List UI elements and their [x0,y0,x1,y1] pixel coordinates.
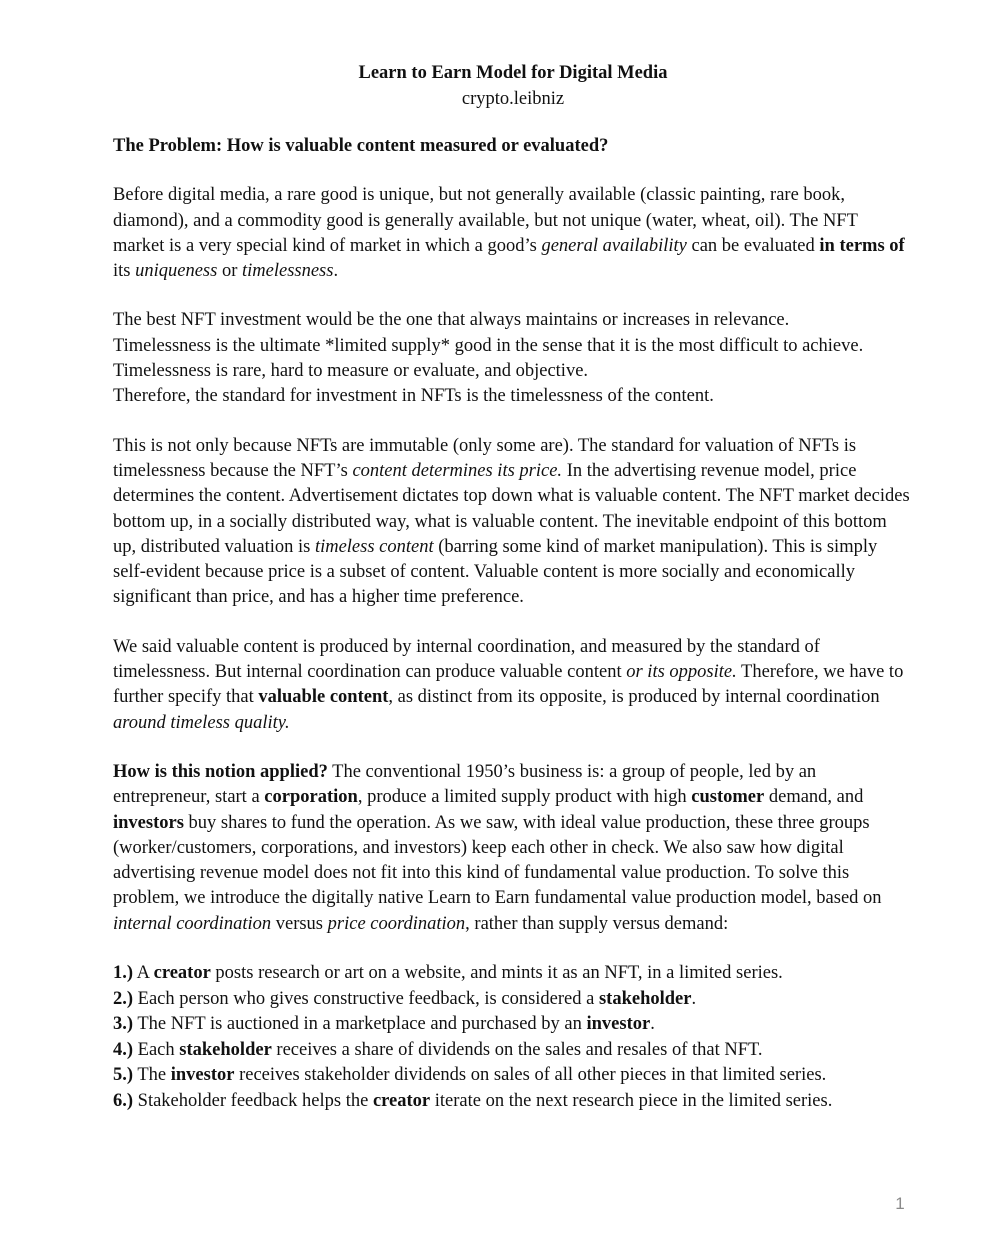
text-run: its [113,261,136,282]
text-run: posts research or art on a website, and mints it as an NFT, in a limited series. [210,963,783,984]
step-item [113,961,913,987]
step-number: 3.) [113,1014,134,1035]
paragraph-valuation [113,434,913,611]
emphasis: around timeless quality. [113,712,290,733]
step-number: 2.) [113,988,134,1009]
emphasis: timeless content [314,536,434,557]
emphasis: or its opposite. [626,662,737,683]
text-run: iterate on the next research piece in the limited series. [430,1090,833,1111]
emphasis: price coordination [327,913,466,934]
text-run: The NFT is auctioned in a marketplace and purchased by an [133,1014,587,1035]
emphasis: timelessness [242,261,334,282]
text-line: The best NFT investment would be the one that always maintains or increases in relevance. [113,310,790,331]
text-run: This is not only because NFTs are immutable (only some are). The standard for valuation of NFTs is timelessness because the NFT’s [113,435,857,481]
emphasis: uniqueness [135,261,218,282]
document-author: crypto.leibniz [461,89,565,109]
strong: creator [153,963,211,984]
strong: customer [691,787,765,808]
step-number: 1.) [113,963,134,984]
text-run: Before digital media, a rare good is unique, but not generally available (classic painting, rare book, diamond), and a commodity good is generally available, but not unique (water, wheat, oil). The NFT market is a very special kind of market in which a good’s [113,185,858,256]
strong: investor [170,1065,235,1086]
text-run: Stakeholder feedback helps the [133,1090,373,1111]
text-run: , rather than supply versus demand: [465,913,729,934]
text-run: A [133,963,154,984]
text-run: versus [271,913,328,934]
emphasis: general availability [541,235,687,256]
text-line: Therefore, the standard for investment in NFTs is the timelessness of the content. [113,386,714,407]
paragraph-application [113,760,913,937]
text-run: demand, and [764,787,864,808]
strong: investor [586,1014,651,1035]
strong: valuable content [258,687,389,708]
document-title: Learn to Earn Model for Digital Media [358,63,668,83]
step-item [113,987,913,1013]
text-run: The [133,1065,171,1086]
text-run: can be evaluated [686,235,820,256]
text-run: The conventional 1950’s business is: a group of people, led by an entrepreneur, start a [113,761,817,808]
text-line: Timelessness is the ultimate *limited supply* good in the sense that it is the most difficult to achieve. [113,335,864,356]
document-body [113,60,913,1115]
strong: creator [372,1090,431,1111]
paragraph-timelessness [113,308,913,409]
text-run: Therefore, we have to further specify that [113,662,904,708]
text-run: receives stakeholder dividends on sales of all other pieces in that limited series. [234,1065,827,1086]
step-number: 6.) [113,1090,134,1111]
step-item [113,1063,913,1089]
text-run: . [650,1014,655,1035]
paragraph-internal-coordination [113,635,913,736]
strong: corporation [264,787,358,808]
text-run: Each person who gives constructive feedback, is considered a [133,988,599,1009]
text-run: In the advertising revenue model, price determines the content. Advertisement dictates top down what is valuable content. The NFT market decides bottom up, in a socially distributed way, what is valuable content. The inevitable endpoint of this bottom up, distributed valuation is [113,460,910,557]
emphasis: internal coordination [113,913,272,934]
text-run: . [333,261,339,282]
text-run: (barring some kind of market manipulation). This is simply self-evident because price is a subset of content. Valuable content is more socially and economically significant than price, and has a higher time preference. [113,536,878,608]
page-number: 1 [895,1194,905,1213]
emphasis: content determines its price. [352,460,563,481]
step-number: 4.) [113,1039,134,1060]
text-run: . [691,988,697,1009]
step-item [113,1038,913,1064]
strong: stakeholder [598,988,692,1009]
text-run: or [217,261,242,282]
text-run: , as distinct from its opposite, is produced by internal coordination [388,687,880,708]
strong: How is this notion applied? [113,761,328,782]
step-number: 5.) [113,1065,134,1086]
text-run: Each [133,1039,180,1060]
strong: investors [113,812,184,833]
step-item [113,1089,913,1115]
section-heading: The Problem: How is valuable content measured or evaluated? [113,136,609,156]
strong: in terms of [819,235,905,256]
text-run: , produce a limited supply product with high [357,787,692,808]
text-run: receives a share of dividends on the sales and resales of that NFT. [271,1039,763,1060]
text-run: buy shares to fund the operation. As we saw, with ideal value production, these three groups (worker/customers, corporations, and investors) keep each other in check. We also saw how digital advertising revenue model does not fit into this kind of fundamental value production. To solve this problem, we introduce the digitally native Learn to Earn fundamental value production model, based on [113,812,882,909]
paragraph-rare-goods [113,183,913,284]
text-run: We said valuable content is produced by internal coordination, and measured by the standard of timelessness. But internal coordination can produce valuable content [113,636,820,683]
strong: stakeholder [179,1039,272,1060]
steps-list [113,961,913,1115]
text-line: Timelessness is rare, hard to measure or evaluate, and objective. [113,361,589,382]
step-item [113,1012,913,1038]
